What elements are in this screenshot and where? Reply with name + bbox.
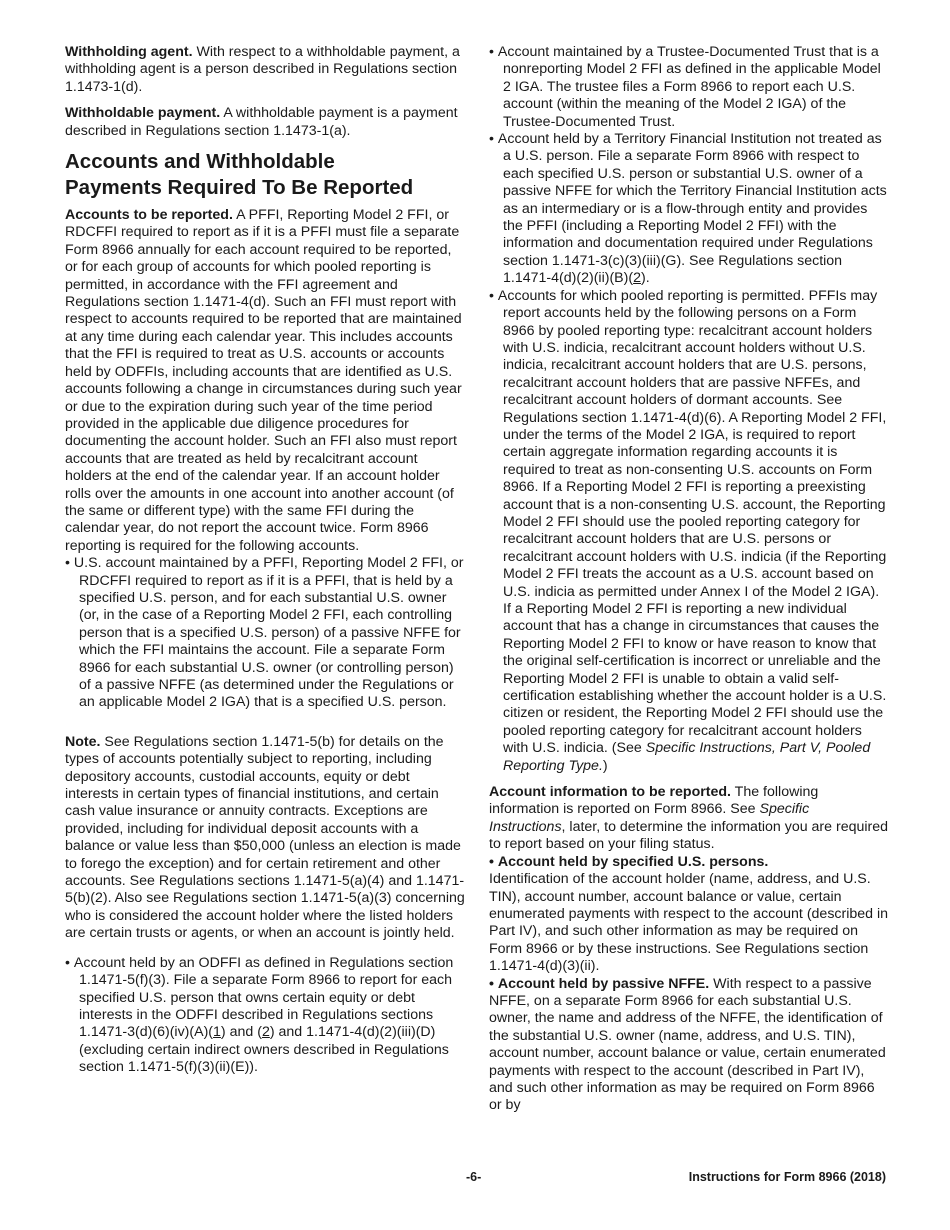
withholding-agent-definition xyxy=(65,44,465,96)
bullet-pooled-reporting xyxy=(489,288,889,775)
account-information-italic: Specific Instructions xyxy=(489,801,810,835)
bullet-pooled-italic: Specific Instructions, Part V, Pooled Reporting Type. xyxy=(503,740,871,774)
bullet-territory-text-a: Account held by a Territory Financial Institution not treated as a U.S. person. File a separate Form 8966 with respect to each specified U.S. person or substantial U.S. owner of a passive NFFE for which the Territory Financial Institution acts as an intermediary or is a flow-through entity and provides the PFFI (including a Reporting Model 2 FFI) with the information and documentation required under Regulations section 1.1471-3(c)(3)(iii)(G). See Regulations section 1.1471-4(d)(2)(ii)(B)( xyxy=(497,131,887,287)
bullet-specified-us-persons xyxy=(489,854,889,976)
bullet-specified-text: Identification of the account holder (name, address, and U.S. TIN), account number, account balance or value, certain enumerated payments with respect to the account (described in Part IV), and such other information as may be required on Form 8966 or by these instructions. See Regulations section 1.1471-4(d)(3)(ii). xyxy=(489,871,889,975)
form-title: Instructions for Form 8966 (2018) xyxy=(688,1170,886,1184)
left-column xyxy=(65,44,465,1077)
withholding-agent-text: With respect to a withholdable payment, a withholding agent is a person described in Regulations section 1.1473-1(d). xyxy=(65,44,460,95)
bullet-passive-nffe xyxy=(489,976,889,1115)
account-information-paragraph xyxy=(489,784,889,854)
withholdable-payment-text: A withholdable payment is a payment described in Regulations section 1.1473-1(a). xyxy=(65,105,458,139)
bullet-passive-text: With respect to a passive NFFE, on a separate Form 8966 for each substantial U.S. owner, the name and address of the NFFE, the identification of the substantial U.S. owner (name, address, and U.S. TIN), account number, account balance or value, certain enumerated payments with respect to the account (described in Part IV), and such other information as may be required on Form 8966 or by xyxy=(489,975,886,1114)
bullet-odffi-underline-1: 1 xyxy=(213,1024,221,1041)
section-heading xyxy=(65,149,465,201)
account-information-text-b: , later, to determine the information you are required to report based on your filing status. xyxy=(489,818,889,853)
bullet-odffi-text-a: Account held by an ODFFI as defined in Regulations section 1.1471-5(f)(3). File a separate Form 8966 to report for each specified U.S. person that owns certain equity or debt interests in the ODFFI described in Regulations sections 1.1471-3(d)(6)(iv)(A)( xyxy=(73,954,454,1041)
bullet-territory-underline: 2 xyxy=(633,270,641,287)
bullet-odffi xyxy=(65,955,465,1077)
note-paragraph xyxy=(65,734,465,943)
section-heading-line2: Payments Required To Be Reported xyxy=(65,176,414,200)
withholding-agent-term: Withholding agent. xyxy=(65,44,193,60)
bullet-pooled-text-a: Accounts for which pooled reporting is permitted. PFFIs may report accounts held by the following persons on a Form 8966 by pooled reporting type: recalcitrant account holders with U.S. indicia, recalcitrant account holders without U.S. indicia, recalcitrant account holders that are U.S. persons, recalcitrant account holders that are passive NFFEs, and recalcitrant account holders of dormant accounts. See Regulations section 1.1471-4(d)(6). A Reporting Model 2 FFI, under the terms of the Model 2 IGA, is required to report certain aggregate information regarding accounts it is required to treat as non-consenting U.S. accounts on Form 8966. If a Reporting Model 2 FFI is reporting a preexisting account that is a non-consenting U.S. account, the Reporting Model 2 FFI should use the pooled reporting category for recalcitrant account holders that are U.S. persons or recalcitrant account holders with U.S. indicia (if the Reporting Model 2 FFI treats the account as a U.S. account based on U.S. indicia as permitted under Annex I of the Model 2 IGA). If a Reporting Model 2 FFI is reporting a new individual account that has a change in circumstances that causes the Reporting Model 2 FFI to know or have reason to know that the original self-certification is incorrect or unreliable and the Reporting Model 2 FFI is unable to obtain a valid self-certification establishing whether the account holder is a U.S. citizen or resident, the Reporting Model 2 FFI should use the pooled reporting category for recalcitrant account holders with U.S. indicia. (See xyxy=(497,287,887,757)
page-number: -6- xyxy=(466,1170,482,1184)
bullet-pooled-text-b: ) xyxy=(602,757,608,774)
accounts-to-be-reported-paragraph xyxy=(65,207,465,555)
bullet-trustee-documented-trust: • Account maintained by a Trustee-Documented Trust that is a nonreporting Model 2 FFI as defined in the applicable Model 2 IGA. The trustee files a Form 8966 to report each U.S. account (within the meaning of the Model 2 IGA) of the Trustee-Documented Trust. xyxy=(489,44,889,131)
withholdable-payment-term: Withholdable payment. xyxy=(65,105,221,122)
withholdable-payment-definition xyxy=(65,105,465,140)
section-heading-line1: Accounts and Withholdable xyxy=(65,150,335,174)
bullet-us-account: • U.S. account maintained by a PFFI, Reporting Model 2 FFI, or RDCFFI required to report as if it is a PFFI, that is held by a specified U.S. person, and for each substantial U.S. owner (or, in the case of a Reporting Model 2 FFI, each controlling person that is a specified U.S. person) of a passive NFFE for which the FFI maintains the account. File a separate Form 8966 for each substantial U.S. owner (or controlling person) of a passive NFFE (as determined under the Regulations or an applicable Model 2 IGA) that is a specified U.S. person. xyxy=(65,555,465,712)
account-information-term: Account information to be reported. xyxy=(489,784,731,801)
bullet-territory-financial-institution xyxy=(489,131,889,288)
account-information-text-a: The following information is reported on Form 8966. See xyxy=(489,784,819,818)
bullet-specified-term: • Account held by specified U.S. persons. xyxy=(489,854,768,870)
bullet-odffi-text-c: ) and 1.1471-4(d)(2)(iii)(D) (excluding certain indirect owners described in Regulations section 1.1471-5(f)(3)(ii)(E)). xyxy=(79,1024,449,1076)
note-term: Note. xyxy=(65,733,101,750)
accounts-to-be-reported-text: A PFFI, Reporting Model 2 FFI, or RDCFFI required to report as if it is a PFFI must file a separate Form 8966 annually for each account required to be reported, or for each group of accounts for which pooled reporting is permitted, in accordance with the FFI agreement and Regulations section 1.1471-4(d). Such an FFI must report with respect to accounts required to be reported that are maintained at any time during each calendar year. This includes accounts that the FFI is required to treat as U.S. accounts or accounts held by ODFFIs, including accounts that are identified as U.S. accounts following a change in circumstances during such year or due to the expiration during such year of the time period provided in the applicable due diligence procedures for documenting the account holder. Such an FFI also must report accounts that are treated as held by recalcitrant account holders at the end of the calendar year. If an account holder rolls over the amounts in one account into another account (of the same or different type) with the same FFI during the calendar year, do not report the account twice. Form 8966 reporting is required for the following accounts. xyxy=(65,207,462,554)
bullet-territory-text-b: ). xyxy=(640,270,650,287)
right-column xyxy=(489,44,889,1115)
bullet-odffi-text-b: ) and ( xyxy=(220,1024,262,1041)
bullet-odffi-underline-2: 2 xyxy=(261,1024,270,1041)
bullet-passive-term: • Account held by passive NFFE. xyxy=(489,976,709,992)
accounts-to-be-reported-term: Accounts to be reported. xyxy=(65,207,233,224)
note-text: See Regulations section 1.1471-5(b) for details on the types of accounts potentially subject to reporting, including depository accounts, custodial accounts, equity or debt interests in certain types of financial institutions, and certain cash value insurance or annuity contracts. Exceptions are provided, including for individual deposit accounts with a balance or value less than $50,000 (unless an election is made to forego the exception) and for certain retirement and other accounts. See Regulations sections 1.1471-5(a)(4) and 1.1471-5(b)(2). Also see Regulations section 1.1471-5(a)(3) concerning who is considered the account holder where the listed holders are certain trusts or agents, or when an account is jointly held. xyxy=(65,733,465,942)
